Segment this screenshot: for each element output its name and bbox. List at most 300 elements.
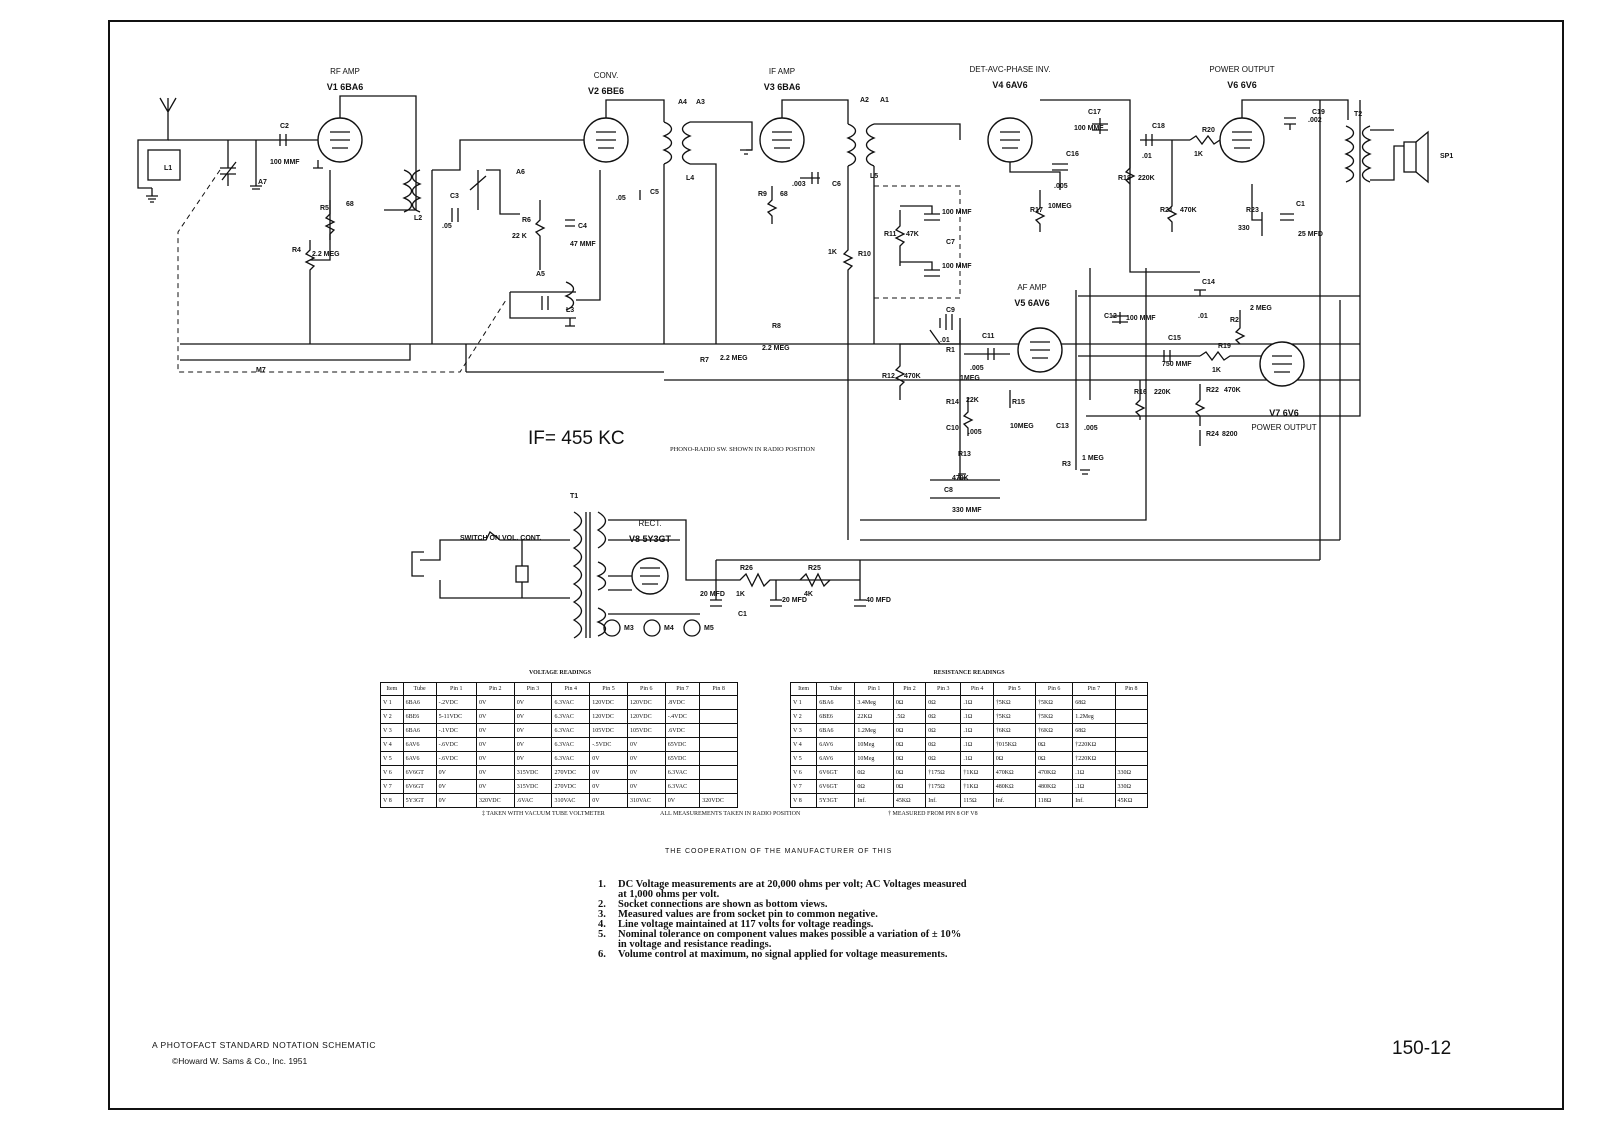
part-label-r26v: 1K xyxy=(736,591,745,598)
voltage-table-cell: 6BA6 xyxy=(403,724,436,738)
part-label-c19: C19 xyxy=(1312,109,1325,116)
voltage-table-row xyxy=(381,738,738,752)
voltage-table-cell: -.6VDC xyxy=(436,738,476,752)
resistance-table-header-cell: Pin 6 xyxy=(1035,683,1072,696)
part-label-r6: R6 xyxy=(522,217,531,224)
resistance-table-cell xyxy=(1115,738,1147,752)
part-label-r7: R7 xyxy=(700,357,709,364)
part-label-m4: M4 xyxy=(664,625,674,632)
part-label-r21: R21 xyxy=(1160,207,1173,214)
resistance-table-title: RESISTANCE READINGS xyxy=(933,670,1005,676)
voltage-table-cell: V 8 xyxy=(381,794,404,808)
part-label-r16: R16 xyxy=(1134,389,1147,396)
part-label-c11v: .005 xyxy=(970,365,984,372)
voltage-table-cell: 320VDC xyxy=(476,794,514,808)
part-label-c15: C15 xyxy=(1168,335,1181,342)
tube-function-v2: CONV. xyxy=(593,71,619,80)
note-number: 1. xyxy=(598,879,606,890)
part-label-r23v: 330 xyxy=(1238,225,1250,232)
voltage-table-cell: 0V xyxy=(436,766,476,780)
part-label-r20: R20 xyxy=(1202,127,1215,134)
part-label-c1d: C1 xyxy=(1296,201,1305,208)
resistance-table-header-cell: Pin 4 xyxy=(961,683,993,696)
resistance-table-cell: 1.2Meg xyxy=(855,724,893,738)
resistance-table-cell: 5Y3GT xyxy=(817,794,855,808)
part-label-r10v: 1K xyxy=(828,249,837,256)
resistance-table-cell: V 8 xyxy=(791,794,817,808)
tube-label-v4: V4 6AV6 xyxy=(992,80,1028,90)
resistance-table-header-cell: Pin 3 xyxy=(926,683,961,696)
part-label-c7b: 100 MMF xyxy=(942,263,972,270)
resistance-table-cell: †175Ω xyxy=(926,766,961,780)
resistance-table-cell: V 7 xyxy=(791,780,817,794)
voltage-table-cell: 120VDC xyxy=(627,710,665,724)
part-label-r16v: 220K xyxy=(1154,389,1171,396)
part-label-r12: R12 xyxy=(882,373,895,380)
voltage-table-cell: 270VDC xyxy=(552,780,590,794)
note-number: 6. xyxy=(598,949,606,960)
resistance-table-cell: 0Ω xyxy=(1035,752,1072,766)
resistance-table-row xyxy=(791,794,1148,808)
part-label-c18: C18 xyxy=(1152,123,1165,130)
voltage-table-header-cell: Pin 7 xyxy=(665,683,700,696)
voltage-table-header-cell: Pin 2 xyxy=(476,683,514,696)
resistance-table-cell xyxy=(1115,710,1147,724)
resistance-table-cell: 0Ω xyxy=(893,724,925,738)
voltage-table-cell: 0V xyxy=(476,710,514,724)
resistance-table-cell: .1Ω xyxy=(961,710,993,724)
part-label-c1a: 20 MFD xyxy=(700,591,725,598)
resistance-table-cell: 0Ω xyxy=(855,780,893,794)
voltage-table-cell: 5Y3GT xyxy=(403,794,436,808)
resistance-table-header-cell: Pin 8 xyxy=(1115,683,1147,696)
part-label-r1v: 1MEG xyxy=(960,375,980,382)
voltage-table-header xyxy=(381,683,738,696)
part-label-c16v: .005 xyxy=(1054,183,1068,190)
voltage-table-cell: -.5VDC xyxy=(590,738,628,752)
voltage-table-cell xyxy=(700,752,738,766)
resistance-table-cell: †015KΩ xyxy=(993,738,1035,752)
voltage-table-cell: V 2 xyxy=(381,710,404,724)
voltage-table-cell: 0V xyxy=(436,794,476,808)
voltage-table-cell: 0V xyxy=(436,780,476,794)
resistance-table-cell: 10Meg xyxy=(855,752,893,766)
resistance-table-cell: V 5 xyxy=(791,752,817,766)
resistance-table-footnote: † MEASURED FROM PIN 8 OF V8 xyxy=(888,811,978,817)
part-label-switch: SWITCH ON VOL. CONT. xyxy=(460,535,542,542)
part-label-t2: T2 xyxy=(1354,111,1363,118)
part-label-r14: R14 xyxy=(946,399,959,406)
part-label-c7a: 100 MMF xyxy=(942,209,972,216)
resistance-table-row xyxy=(791,766,1148,780)
voltage-table-cell: 6.3VAC xyxy=(552,724,590,738)
tube-label-v8: V8 5Y3GT xyxy=(628,534,672,544)
resistance-table-body xyxy=(791,696,1148,808)
part-label-r13: R13 xyxy=(958,451,971,458)
part-label-a4: A4 xyxy=(678,99,687,106)
part-label-c5: C5 xyxy=(650,189,659,196)
resistance-table-cell xyxy=(1115,752,1147,766)
tube-function-v7: POWER OUTPUT xyxy=(1251,423,1317,432)
resistance-table-cell: †5KΩ xyxy=(1035,696,1072,710)
part-label-c6v: .003 xyxy=(792,181,806,188)
part-label-r15v: 10MEG xyxy=(1010,423,1034,430)
part-label-c4: C4 xyxy=(578,223,587,230)
voltage-table-cell: 0V xyxy=(476,696,514,710)
voltage-table-cell: 105VDC xyxy=(590,724,628,738)
resistance-table-cell: 0Ω xyxy=(893,738,925,752)
part-label-c2: C2 xyxy=(280,123,289,130)
resistance-table-cell: 6BE6 xyxy=(817,710,855,724)
note-text: Socket connections are shown as bottom views. xyxy=(618,899,828,910)
part-label-c9v: .01 xyxy=(940,337,950,344)
resistance-table-cell: 0Ω xyxy=(1035,738,1072,752)
part-label-c8v: 330 MMF xyxy=(952,507,982,514)
part-label-c4v: 47 MMF xyxy=(570,241,596,248)
voltage-table-cell: -.4VDC xyxy=(665,710,700,724)
note-item xyxy=(598,950,968,960)
resistance-table-row xyxy=(791,724,1148,738)
part-label-c1b: 20 MFD xyxy=(782,597,807,604)
note-text: Volume control at maximum, no signal applied for voltage measurements. xyxy=(618,949,948,960)
voltage-table-cell: 0V xyxy=(590,766,628,780)
resistance-table-row xyxy=(791,752,1148,766)
resistance-table-cell: 330Ω xyxy=(1115,766,1147,780)
resistance-table-cell: 0Ω xyxy=(926,710,961,724)
resistance-table-cell: 0Ω xyxy=(893,766,925,780)
part-label-a7: A7 xyxy=(258,179,267,186)
part-label-r7v: 2.2 MEG xyxy=(720,355,748,362)
voltage-table-cell: 6.3VAC xyxy=(552,738,590,752)
resistance-table-cell: 0Ω xyxy=(926,724,961,738)
voltage-table-header-cell: Pin 1 xyxy=(436,683,476,696)
voltage-table-cell: 0V xyxy=(476,738,514,752)
part-label-r18v: 220K xyxy=(1138,175,1155,182)
voltage-table-cell: 0V xyxy=(514,738,552,752)
resistance-table-cell: 480KΩ xyxy=(1035,780,1072,794)
resistance-table-header-cell: Item xyxy=(791,683,817,696)
part-label-r5v: 68 xyxy=(346,201,354,208)
part-label-r26: R26 xyxy=(740,565,753,572)
voltage-table-cell: 0V xyxy=(476,766,514,780)
resistance-table-cell: †5KΩ xyxy=(993,710,1035,724)
tube-function-v5: AF AMP xyxy=(1017,283,1047,292)
resistance-table-cell xyxy=(1115,724,1147,738)
part-label-c2v: 100 MMF xyxy=(270,159,300,166)
voltage-table-cell: 120VDC xyxy=(590,710,628,724)
voltage-table-cell: 0V xyxy=(627,780,665,794)
resistance-table-cell: 6AV6 xyxy=(817,752,855,766)
voltage-table-cell: 0V xyxy=(627,738,665,752)
part-label-c10v: .005 xyxy=(968,429,982,436)
part-label-r11v: 47K xyxy=(906,231,919,238)
resistance-table-cell: 0Ω xyxy=(926,696,961,710)
part-label-c17v: 100 MMF xyxy=(1074,125,1104,132)
part-label-r6v: 22 K xyxy=(512,233,527,240)
voltage-table-cell xyxy=(700,738,738,752)
voltage-readings-table xyxy=(380,682,738,808)
resistance-table-cell: V 2 xyxy=(791,710,817,724)
resistance-table-cell: 68Ω xyxy=(1073,696,1115,710)
part-label-c1c: 40 MFD xyxy=(866,597,891,604)
note-text: DC Voltage measurements are at 20,000 ohms per volt; AC Voltages measured at 1,000 ohms per volt. xyxy=(618,879,967,900)
voltage-table-cell: 0V xyxy=(514,710,552,724)
resistance-table-cell: .1Ω xyxy=(961,724,993,738)
resistance-table-cell: 0Ω xyxy=(893,780,925,794)
voltage-table-cell xyxy=(700,724,738,738)
tube-label-v5: V5 6AV6 xyxy=(1014,298,1050,308)
part-label-r3: R3 xyxy=(1062,461,1071,468)
voltage-table-cell: 0V xyxy=(590,780,628,794)
part-label-r11: R11 xyxy=(884,231,897,238)
part-label-r2v: 2 MEG xyxy=(1250,305,1272,312)
resistance-table-cell: 0Ω xyxy=(893,752,925,766)
voltage-table-row xyxy=(381,780,738,794)
resistance-table-cell: †5KΩ xyxy=(993,696,1035,710)
resistance-table-cell: 118Ω xyxy=(1035,794,1072,808)
part-label-l1: L1 xyxy=(164,165,173,172)
voltage-table-cell: 310VAC xyxy=(627,794,665,808)
voltage-table-cell: 310VAC xyxy=(552,794,590,808)
voltage-table-header-cell: Pin 3 xyxy=(514,683,552,696)
part-label-c12: C12 xyxy=(1104,313,1117,320)
part-label-c6: C6 xyxy=(832,181,841,188)
part-label-c18v: .01 xyxy=(1142,153,1152,160)
part-label-r24v: 8200 xyxy=(1222,431,1238,438)
resistance-table-cell: 0Ω xyxy=(926,752,961,766)
resistance-table-cell: .1Ω xyxy=(1073,766,1115,780)
phono-radio-note: PHONO-RADIO SW. SHOWN IN RADIO POSITION xyxy=(670,446,815,453)
voltage-table-row xyxy=(381,766,738,780)
voltage-table-cell: V 1 xyxy=(381,696,404,710)
voltage-table-cell: 6AV6 xyxy=(403,738,436,752)
resistance-table-cell: †5KΩ xyxy=(1035,710,1072,724)
tube-layer xyxy=(318,65,1317,594)
voltage-table-cell: 0V xyxy=(514,752,552,766)
voltage-table-cell: 6.3VAC xyxy=(665,766,700,780)
resistance-table-row xyxy=(791,710,1148,724)
wiring xyxy=(138,96,1428,638)
resistance-table-cell: 6V6GT xyxy=(817,780,855,794)
voltage-table-cell: 0V xyxy=(590,794,628,808)
tube-label-v7: V7 6V6 xyxy=(1269,408,1299,418)
voltage-table-header-cell: Item xyxy=(381,683,404,696)
resistance-table-cell: 45KΩ xyxy=(1115,794,1147,808)
part-label-r5: R5 xyxy=(320,205,329,212)
part-label-m7: M7 xyxy=(256,367,266,374)
part-label-c17: C17 xyxy=(1088,109,1101,116)
voltage-table-cell: 6.3VAC xyxy=(552,696,590,710)
voltage-table-cell: 315VDC xyxy=(514,766,552,780)
voltage-table-header-cell: Pin 8 xyxy=(700,683,738,696)
part-label-r10: R10 xyxy=(858,251,871,258)
part-label-r13v: 470K xyxy=(952,475,969,482)
tube-label-v3: V3 6BA6 xyxy=(763,82,801,92)
voltage-table-cell: 0V xyxy=(476,780,514,794)
resistance-table-cell: V 3 xyxy=(791,724,817,738)
resistance-table-cell: V 6 xyxy=(791,766,817,780)
voltage-table-cell: 6AV6 xyxy=(403,752,436,766)
resistance-table-header-cell: Pin 1 xyxy=(855,683,893,696)
voltage-table-header-cell: Pin 5 xyxy=(590,683,628,696)
part-label-a5: A5 xyxy=(536,271,545,278)
tube-label-v2: V2 6BE6 xyxy=(587,86,625,96)
voltage-table-cell: 6V6GT xyxy=(403,780,436,794)
note-text: Line voltage maintained at 117 volts for voltage readings. xyxy=(618,919,874,930)
part-label-r9v: 68 xyxy=(780,191,788,198)
voltage-table-row xyxy=(381,710,738,724)
credit-line-2: ©Howard W. Sams & Co., Inc. 1951 xyxy=(172,1056,308,1066)
part-label-r25v: 4K xyxy=(804,591,813,598)
resistance-table-row xyxy=(791,738,1148,752)
resistance-table-header-cell: Pin 7 xyxy=(1073,683,1115,696)
part-label-r22: R22 xyxy=(1206,387,1219,394)
voltage-table-cell: -.6VDC xyxy=(436,752,476,766)
part-label-r20v: 1K xyxy=(1194,151,1203,158)
resistance-table-cell: 0Ω xyxy=(893,696,925,710)
resistance-table-cell: †6KΩ xyxy=(993,724,1035,738)
voltage-table-cell: 270VDC xyxy=(552,766,590,780)
part-label-r18: R18 xyxy=(1118,175,1131,182)
voltage-table-cell: 315VDC xyxy=(514,780,552,794)
part-label-c13v: .005 xyxy=(1084,425,1098,432)
resistance-table-cell: 6BA6 xyxy=(817,696,855,710)
voltage-table-cell: .8VDC xyxy=(665,696,700,710)
if-frequency-label: IF= 455 KC xyxy=(528,428,625,449)
resistance-table-cell: Inf. xyxy=(1073,794,1115,808)
resistance-table-cell: Inf. xyxy=(855,794,893,808)
all-measurements-note: ALL MEASUREMENTS TAKEN IN RADIO POSITION xyxy=(660,811,801,817)
note-text: Measured values are from socket pin to common negative. xyxy=(618,909,878,920)
resistance-table-cell: 0Ω xyxy=(926,738,961,752)
resistance-table-cell: 470KΩ xyxy=(1035,766,1072,780)
note-number: 2. xyxy=(598,899,606,910)
part-label-a3: A3 xyxy=(696,99,705,106)
voltage-table-cell: 6.3VAC xyxy=(552,710,590,724)
resistance-table-header-cell: Pin 2 xyxy=(893,683,925,696)
part-label-r1: R1 xyxy=(946,347,955,354)
resistance-table-cell: 115Ω xyxy=(961,794,993,808)
part-label-c10: C10 xyxy=(946,425,959,432)
voltage-table-cell: V 6 xyxy=(381,766,404,780)
voltage-table-cell: 6BE6 xyxy=(403,710,436,724)
resistance-table-cell: 45KΩ xyxy=(893,794,925,808)
part-label-r12v: 470K xyxy=(904,373,921,380)
voltage-table-cell: V 3 xyxy=(381,724,404,738)
part-label-r24: R24 xyxy=(1206,431,1219,438)
voltage-table-row xyxy=(381,794,738,808)
resistance-table-cell: Inf. xyxy=(926,794,961,808)
voltage-table-cell: 65VDC xyxy=(665,752,700,766)
voltage-table-cell: 6V6GT xyxy=(403,766,436,780)
part-label-l2: L2 xyxy=(414,215,423,222)
note-item xyxy=(598,880,968,900)
part-label-a1: A1 xyxy=(880,97,889,104)
voltage-table-cell: 0V xyxy=(627,752,665,766)
resistance-table-cell: V 4 xyxy=(791,738,817,752)
resistance-table-cell: 470KΩ xyxy=(993,766,1035,780)
resistance-table-cell: 6AV6 xyxy=(817,738,855,752)
resistance-table-cell: †220KΩ xyxy=(1073,738,1115,752)
voltage-table-cell: V 5 xyxy=(381,752,404,766)
part-label-c16: C16 xyxy=(1066,151,1079,158)
resistance-table-cell: 22KΩ xyxy=(855,710,893,724)
part-label-c11: C11 xyxy=(982,333,995,340)
voltage-table-cell: 0V xyxy=(476,752,514,766)
resistance-table-cell: †175Ω xyxy=(926,780,961,794)
part-label-c1: C1 xyxy=(738,611,747,618)
resistance-table-cell: 0Ω xyxy=(855,766,893,780)
resistance-table-header xyxy=(791,683,1148,696)
resistance-table-cell: .1Ω xyxy=(1073,780,1115,794)
cooperation-line: THE COOPERATION OF THE MANUFACTURER OF THIS xyxy=(665,848,893,855)
resistance-table-cell: 10Meg xyxy=(855,738,893,752)
voltage-table-cell: 120VDC xyxy=(627,696,665,710)
voltage-table-row xyxy=(381,724,738,738)
part-label-a6: A6 xyxy=(516,169,525,176)
voltage-table-header-cell: Pin 6 xyxy=(627,683,665,696)
tube-function-v4: DET-AVC-PHASE INV. xyxy=(969,65,1051,74)
part-label-c8: C8 xyxy=(944,487,953,494)
resistance-table-cell: †1KΩ xyxy=(961,766,993,780)
resistance-table-cell: †6KΩ xyxy=(1035,724,1072,738)
resistance-table-row xyxy=(791,696,1148,710)
voltage-table-cell: 0V xyxy=(627,766,665,780)
tube-label-v6: V6 6V6 xyxy=(1227,80,1257,90)
resistance-table-cell: 6BA6 xyxy=(817,724,855,738)
part-label-r19: R19 xyxy=(1218,343,1231,350)
part-label-l4: L4 xyxy=(686,175,695,182)
voltage-table-cell: V 4 xyxy=(381,738,404,752)
voltage-table-cell: 6.3VAC xyxy=(665,780,700,794)
resistance-table-cell: 68Ω xyxy=(1073,724,1115,738)
resistance-table-cell: 480KΩ xyxy=(993,780,1035,794)
voltage-table-cell: 6BA6 xyxy=(403,696,436,710)
voltage-table-cell: 105VDC xyxy=(627,724,665,738)
voltage-table-cell xyxy=(700,710,738,724)
voltage-table-cell: .6VAC xyxy=(514,794,552,808)
note-item xyxy=(598,930,968,950)
voltage-table-cell xyxy=(700,780,738,794)
voltage-table-cell: 0V xyxy=(476,724,514,738)
part-label-r17v: 10MEG xyxy=(1048,203,1072,210)
resistance-table-cell: 330Ω xyxy=(1115,780,1147,794)
part-label-c3v: .05 xyxy=(442,223,452,230)
voltage-table-cell xyxy=(700,766,738,780)
voltage-table-title: VOLTAGE READINGS xyxy=(528,670,592,676)
resistance-table-header-cell: Tube xyxy=(817,683,855,696)
resistance-table-cell: V 1 xyxy=(791,696,817,710)
page-number: 150-12 xyxy=(1392,1038,1452,1059)
part-label-r25: R25 xyxy=(808,565,821,572)
part-label-r19v: 1K xyxy=(1212,367,1221,374)
voltage-table-row xyxy=(381,696,738,710)
tube-function-v8: RECT. xyxy=(638,519,662,528)
resistance-table-cell: 0Ω xyxy=(993,752,1035,766)
part-label-m5: M5 xyxy=(704,625,714,632)
part-label-a2: A2 xyxy=(860,97,869,104)
part-label-r2: R2 xyxy=(1230,317,1239,324)
part-label-r4v: 2.2 MEG xyxy=(312,251,340,258)
resistance-readings-table xyxy=(790,682,1148,808)
part-label-c5v: .05 xyxy=(616,195,626,202)
resistance-table-cell: .5Ω xyxy=(893,710,925,724)
voltage-table-cell: 120VDC xyxy=(590,696,628,710)
voltage-table-cell: 65VDC xyxy=(665,738,700,752)
part-label-r17: R17 xyxy=(1030,207,1043,214)
part-label-c12v: 100 MMF xyxy=(1126,315,1156,322)
voltage-table-cell: 0V xyxy=(665,794,700,808)
